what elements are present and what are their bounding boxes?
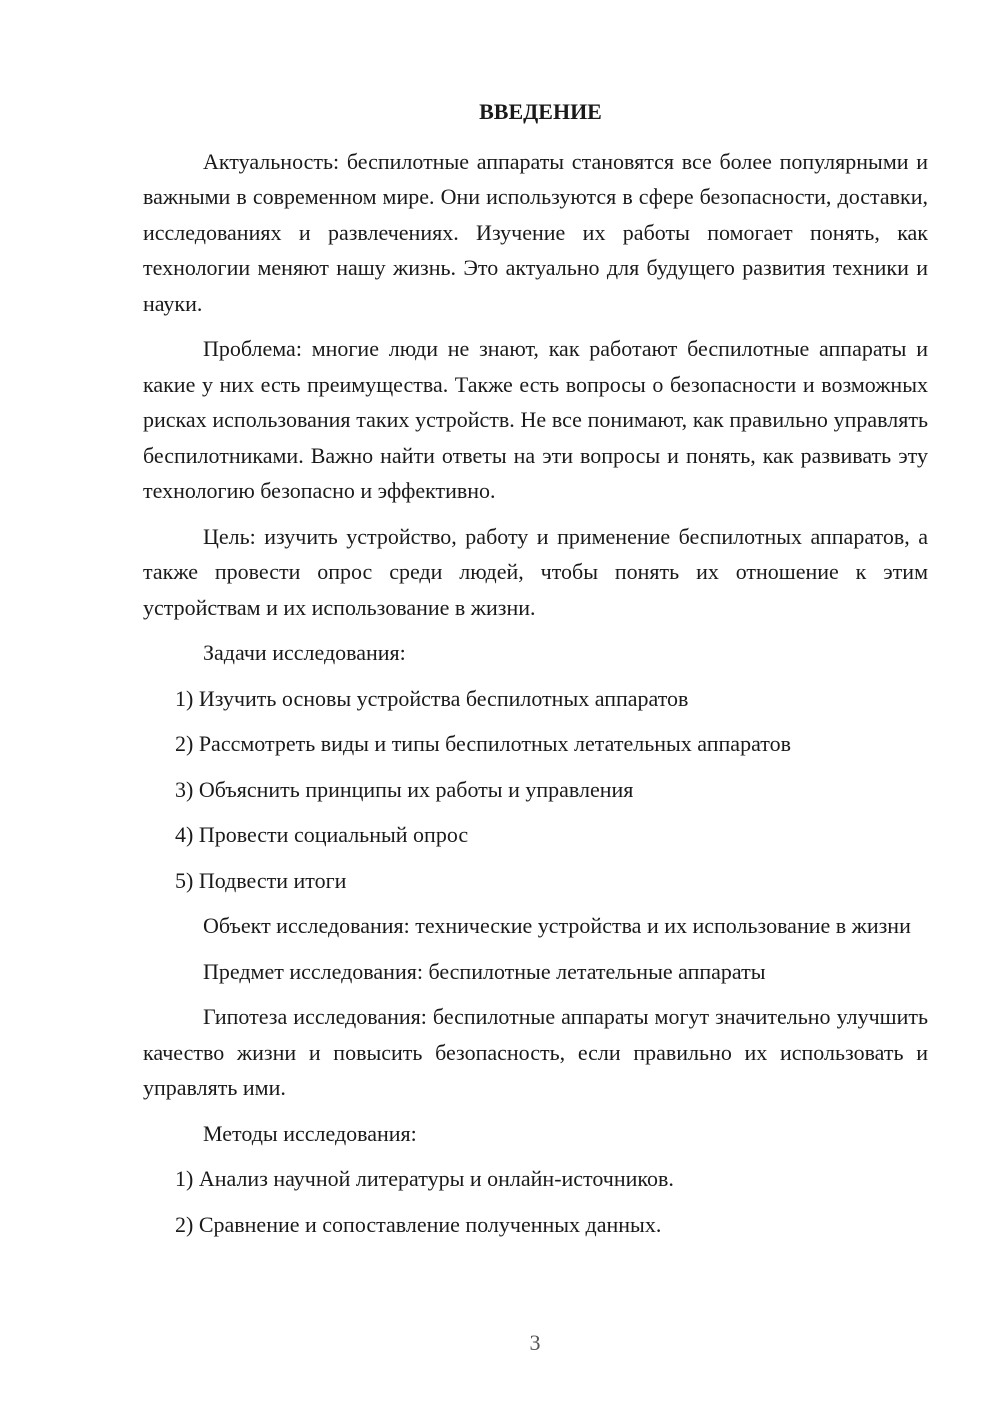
task-item-5: 5) Подвести итоги — [175, 867, 347, 893]
page-content — [143, 94, 928, 1252]
task-item-2: 2) Рассмотреть виды и типы беспилотных летательных аппаратов — [175, 731, 791, 756]
page-number: 3 — [529, 1330, 541, 1355]
task-item-1: 1) Изучить основы устройства беспилотных аппаратов — [175, 685, 689, 711]
paragraph-hypothesis: Гипотеза исследования: беспилотные аппараты могут значительно улучшить качество жизни и повысить безопасность, если правильно их использовать и управлять ими. — [143, 1004, 928, 1100]
method-item-1: 1) Анализ научной литературы и онлайн-источников. — [175, 1166, 674, 1191]
task-item-4: 4) Провести социальный опрос — [175, 822, 469, 847]
paragraph-subject: Предмет исследования: беспилотные летательные аппараты — [203, 958, 766, 984]
tasks-title: Задачи исследования: — [203, 640, 406, 665]
paragraph-object: Объект исследования: технические устройства и их использование в жизни — [203, 913, 911, 938]
task-item-3: 3) Объяснить принципы их работы и управления — [175, 776, 634, 802]
method-item-2: 2) Сравнение и сопоставление полученных данных. — [175, 1211, 662, 1237]
paragraph-relevance: Актуальность: беспилотные аппараты становятся все более популярными и важными в современном мире. Они используются в сфере безопасности, доставки, исследованиях и развлечениях. Изучение их работы помогает понять, как технологии меняют нашу жизнь. Это актуально для будущего развития техники и науки. — [143, 148, 928, 316]
paragraph-problem: Проблема: многие люди не знают, как работают беспилотные аппараты и какие у них есть преимущества. Также есть вопросы о безопасности и возможных рисках использования таких устройств. Не все понимают, как правильно управлять беспилотниками. Важно найти ответы на эти вопросы и понять, как развивать эту технологию безопасно и эффективно. — [143, 336, 928, 503]
methods-title: Методы исследования: — [203, 1120, 417, 1146]
section-heading: ВВЕДЕНИЕ — [479, 99, 602, 124]
paragraph-goal: Цель: изучить устройство, работу и применение беспилотных аппаратов, а также провести опрос среди людей, чтобы понять их отношение к этим устройствам и их использование в жизни. — [143, 523, 928, 620]
